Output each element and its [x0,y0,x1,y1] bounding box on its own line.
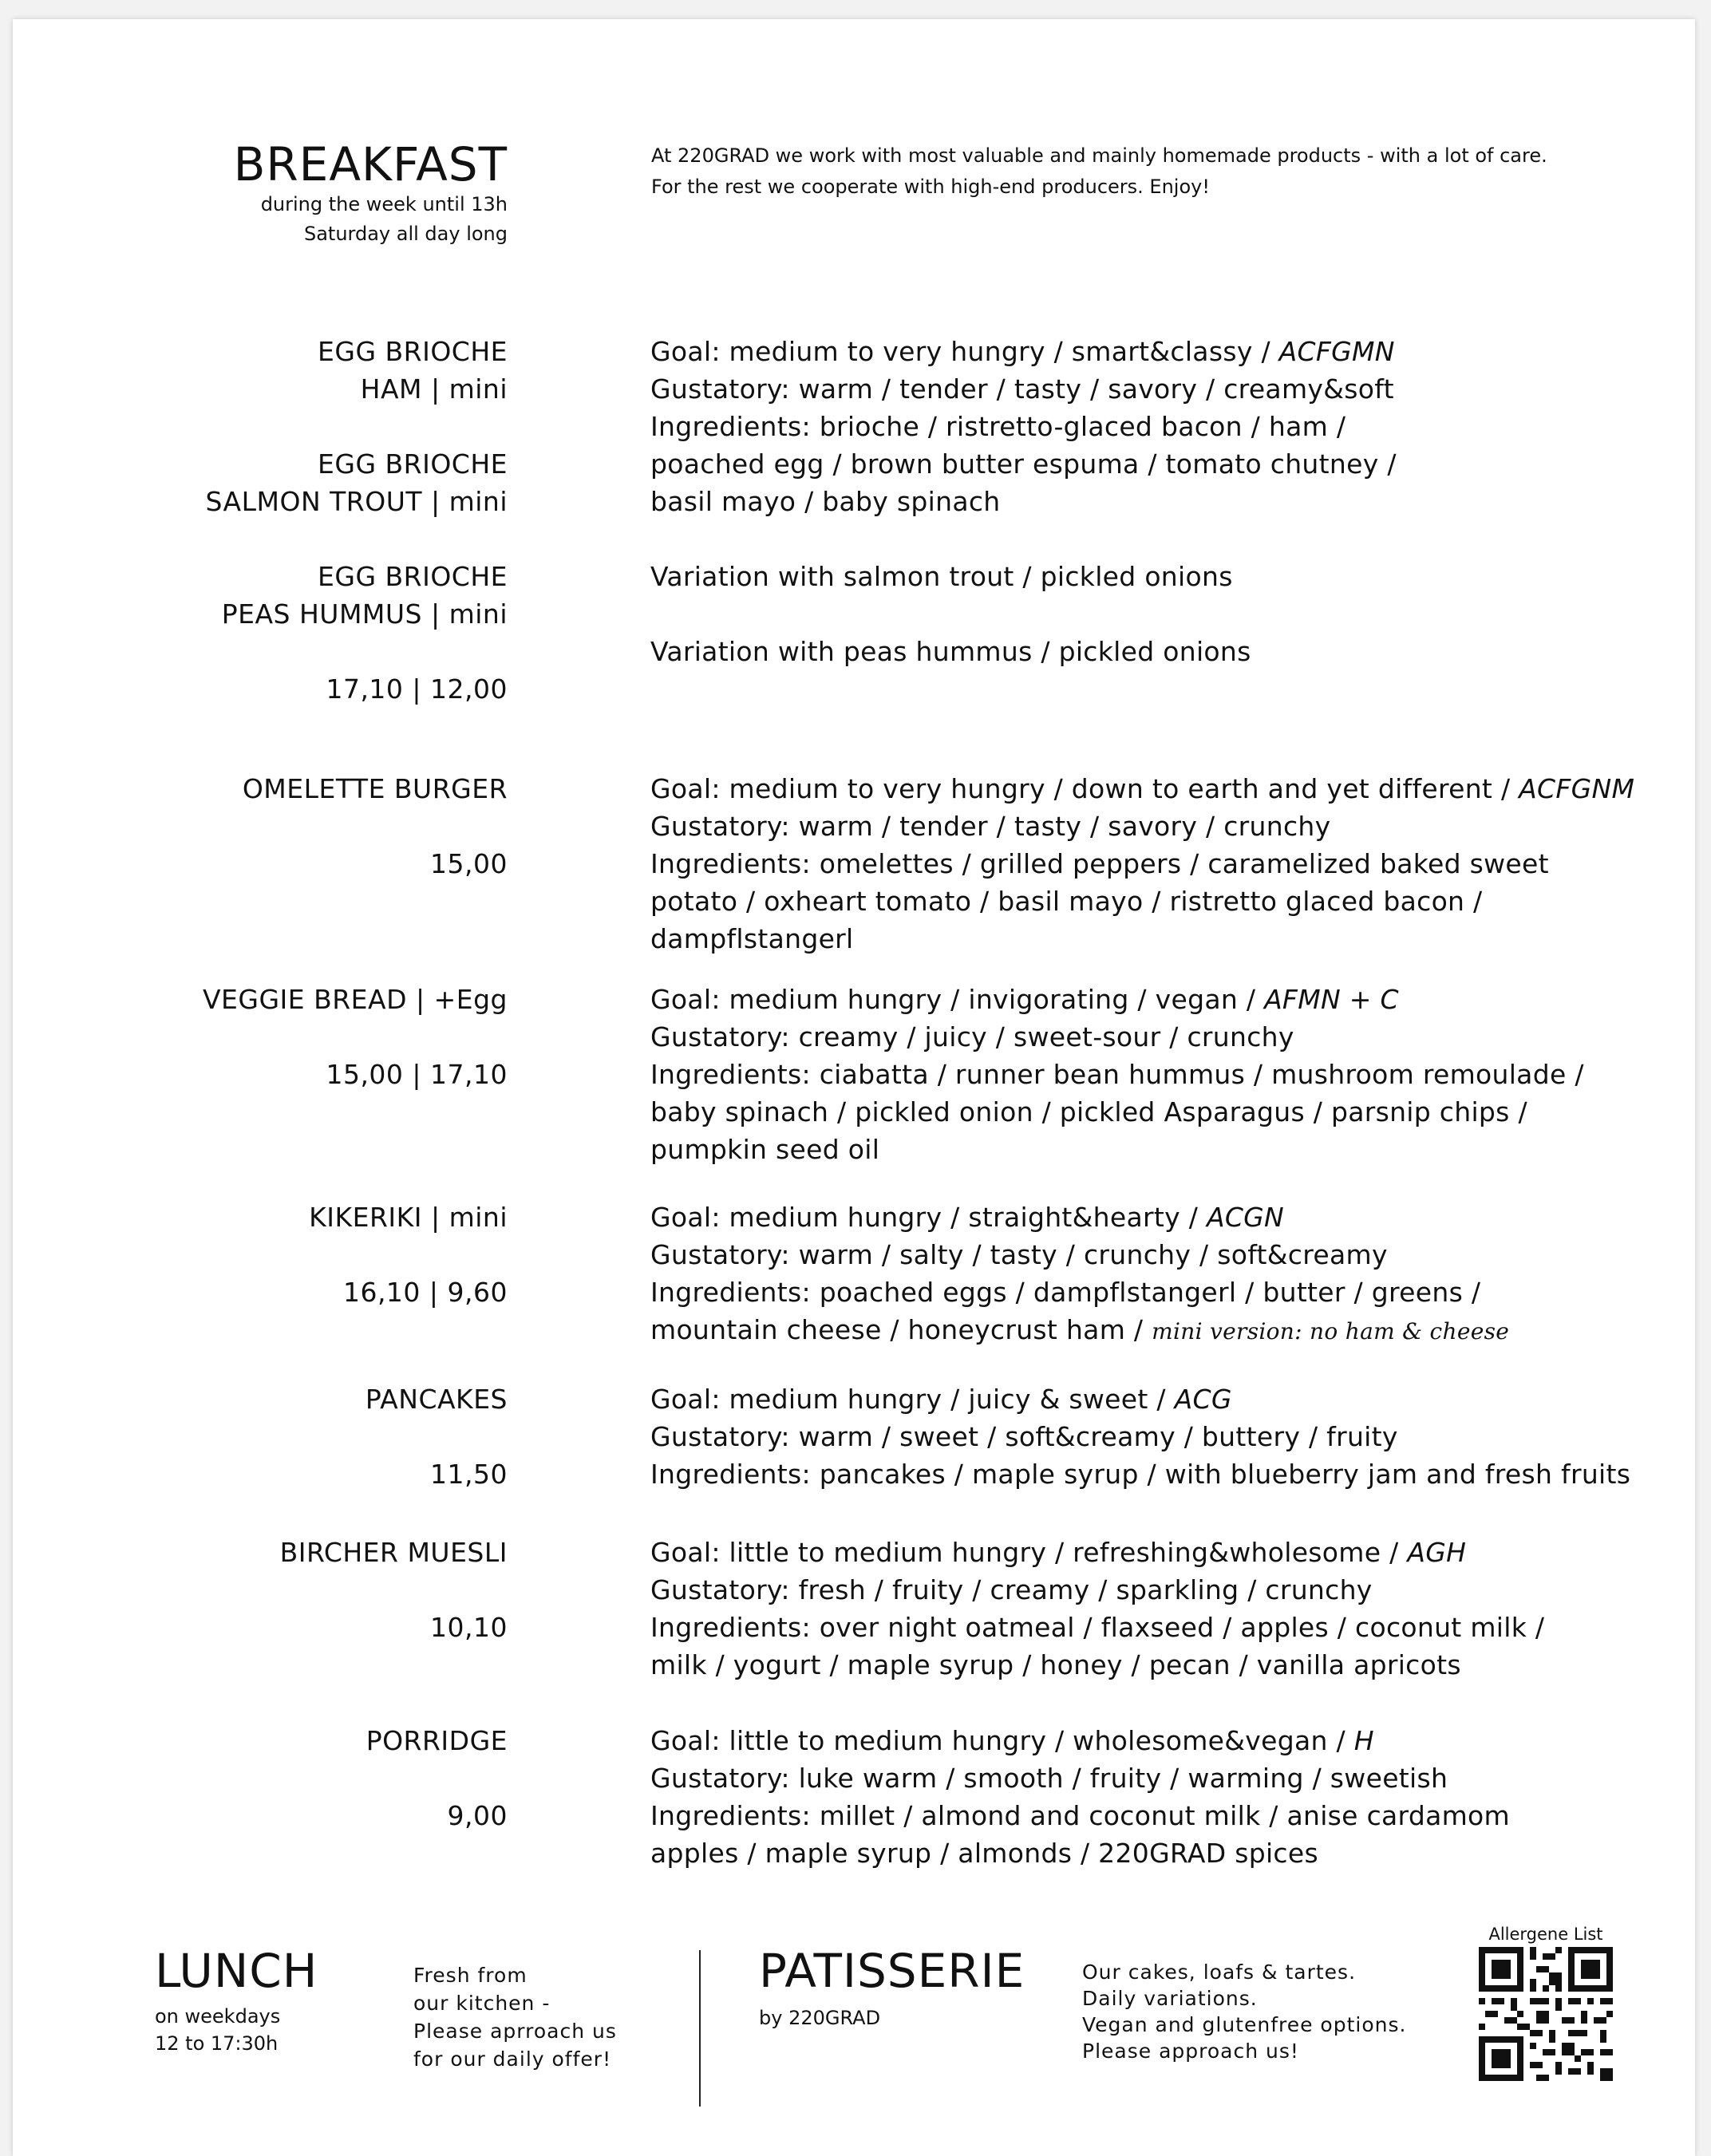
spacer [650,595,1397,633]
item-ingredients [650,1311,1509,1348]
spacer [280,1571,508,1609]
item-ingredients: Ingredients: omelettes / grilled peppers / caramelized baked sweet [650,848,1549,879]
item-price: 17,10 | 12,00 [326,673,508,705]
breakfast-hours [261,190,508,249]
goal-text: Goal: medium hungry / juicy & sweet / [650,1384,1175,1415]
item-ingredients: Ingredients: over night oatmeal / flaxseed / apples / coconut milk / [650,1612,1545,1643]
item-ingredients: pumpkin seed oil [650,1134,880,1165]
item-ingredients: basil mayo / baby spinach [650,486,1001,517]
item-ingredients: Ingredients: pancakes / maple syrup / with blueberry jam and fresh fruits [650,1459,1631,1490]
item-price: 16,10 | 9,60 [342,1277,508,1308]
item-name-porridge [366,1722,508,1834]
breakfast-hours-saturday: Saturday all day long [303,223,508,245]
item-variation: Variation with salmon trout / pickled onions [650,561,1233,592]
page-title: BREAKFAST [233,137,508,192]
item-gustatory: Gustatory: luke warm / smooth / fruity / warming / sweetish [650,1763,1448,1794]
spacer [650,520,1397,558]
spacer [366,1759,508,1797]
lunch-hours-days: on weekdays [155,2005,281,2028]
item-name-egg-brioche [205,333,508,708]
lunch-hours [155,2003,280,2057]
allergen-codes: ACGN [1206,1202,1285,1233]
item-desc-kikeriki [650,1198,1509,1348]
item-price: 10,10 [430,1612,508,1643]
item-name-kikeriki [309,1198,508,1311]
breakfast-hours-weekday: during the week until 13h [260,193,508,215]
intro-line-2: For the rest we cooperate with high-end producers. Enjoy! [651,176,1210,198]
item-price: 15,00 | 17,10 [326,1059,508,1090]
item-name-line: EGG BRIOCHE [318,336,508,367]
lunch-text-line: Please aprroach us [413,2020,617,2043]
item-name-line: PANCAKES [365,1384,508,1415]
mini-version-note: mini version: no ham & cheese [1152,1318,1510,1345]
spacer [243,808,508,845]
item-name-line: SALMON TROUT | mini [205,486,508,517]
item-name-bircher-muesli [280,1534,508,1646]
item-gustatory: Gustatory: warm / sweet / soft&creamy / buttery / fruity [650,1421,1398,1452]
lunch-text-line: our kitchen - [413,1992,551,2015]
item-ingredients: potato / oxheart tomato / basil mayo / ristretto glaced bacon / [650,886,1483,917]
item-variation: Variation with peas hummus / pickled onions [650,636,1251,667]
spacer [205,633,508,670]
item-desc-pancakes [650,1380,1630,1493]
intro-line-1: At 220GRAD we work with most valuable and mainly homemade products - with a lot of care. [651,144,1547,167]
item-desc-bircher-muesli [650,1534,1544,1684]
qr-label: Allergene List [1488,1925,1603,1944]
spacer [205,408,508,445]
allergen-codes: AGH [1407,1537,1467,1568]
goal-text: Goal: medium to very hungry / smart&classy / [650,336,1279,367]
item-name-line: PEAS HUMMUS | mini [221,598,508,630]
item-name-line: VEGGIE BREAD | +Egg [202,984,508,1015]
item-name-line: BIRCHER MUESLI [279,1537,508,1568]
item-gustatory: Gustatory: warm / tender / tasty / savory / creamy&soft [650,373,1394,405]
goal-text: Goal: little to medium hungry / wholesome&vegan / [650,1725,1354,1756]
spacer [366,1418,508,1455]
patisserie-text-line: Vegan and glutenfree options. [1082,2013,1407,2036]
item-ingredients: apples / maple syrup / almonds / 220GRAD spices [650,1838,1318,1869]
item-goal [650,770,1634,808]
patisserie-title: PATISSERIE [759,1944,1025,1998]
item-ingredients: poached egg / brown butter espuma / tomato chutney / [650,448,1397,480]
item-name-line: HAM | mini [360,373,508,405]
item-goal [650,1534,1544,1571]
item-desc-egg-brioche [650,333,1397,670]
menu-sheet [13,19,1695,2156]
item-name-line: PORRIDGE [366,1725,508,1756]
lunch-title: LUNCH [155,1944,318,1998]
item-gustatory: Gustatory: warm / salty / tasty / crunchy / soft&creamy [650,1239,1388,1270]
item-name-line: EGG BRIOCHE [318,561,508,592]
allergen-codes: ACFGNM [1519,773,1635,804]
spacer [203,1018,508,1056]
item-goal [650,981,1584,1018]
item-ingredients: milk / yogurt / maple syrup / honey / pecan / vanilla apricots [650,1649,1461,1680]
patisserie-text-line: Daily variations. [1082,1987,1258,2010]
item-name-veggie-bread [203,981,508,1093]
item-ingredients: Ingredients: poached eggs / dampflstangerl / butter / greens / [650,1277,1481,1308]
item-ingredients: baby spinach / pickled onion / pickled Asparagus / parsnip chips / [650,1096,1527,1127]
patisserie-text-line: Please approach us! [1082,2040,1299,2063]
item-goal [650,1722,1510,1759]
item-goal [650,1198,1509,1236]
item-goal [650,333,1397,370]
item-desc-veggie-bread [650,981,1584,1168]
goal-text: Goal: little to medium hungry / refreshing&wholesome / [650,1537,1408,1568]
allergen-codes: ACFGMN [1278,336,1395,367]
ingredients-text: mountain cheese / honeycrust ham / [650,1314,1152,1345]
item-ingredients: Ingredients: brioche / ristretto-glaced bacon / ham / [650,411,1346,442]
goal-text: Goal: medium hungry / straight&hearty / [650,1202,1207,1233]
allergene-qr[interactable] [1478,1925,1614,2081]
item-name-line: EGG BRIOCHE [318,448,508,480]
item-price: 11,50 [430,1459,508,1490]
lunch-text-line: Fresh from [413,1964,528,1987]
goal-text: Goal: medium hungry / invigorating / vegan / [650,984,1265,1015]
lunch-hours-time: 12 to 17:30h [155,2032,279,2055]
item-gustatory: Gustatory: warm / tender / tasty / savory / crunchy [650,811,1331,842]
item-desc-porridge [650,1722,1510,1872]
item-gustatory: Gustatory: fresh / fruity / creamy / sparkling / crunchy [650,1574,1373,1605]
spacer [205,520,508,558]
item-price: 15,00 [430,848,508,879]
intro-text [651,140,1547,203]
item-name-line: KIKERIKI | mini [309,1202,508,1233]
allergen-codes: ACG [1174,1384,1232,1415]
patisserie-subtitle: by 220GRAD [759,2007,881,2029]
item-ingredients: dampflstangerl [650,923,854,954]
footer-divider [699,1950,701,2107]
lunch-text [413,1961,617,2073]
item-name-line: OMELETTE BURGER [242,773,508,804]
allergen-codes: AFMN + C [1264,984,1399,1015]
patisserie-text [1082,1959,1406,2064]
item-gustatory: Gustatory: creamy / juicy / sweet-sour / crunchy [650,1021,1294,1052]
spacer [309,1236,508,1273]
item-price: 9,00 [447,1800,508,1831]
item-goal [650,1380,1630,1418]
qr-code-icon[interactable] [1479,1947,1613,2081]
item-ingredients: Ingredients: millet / almond and coconut milk / anise cardamom [650,1800,1510,1831]
item-name-omelette-burger [243,770,508,883]
patisserie-text-line: Our cakes, loafs & tartes. [1082,1961,1357,1984]
allergen-codes: H [1353,1725,1374,1756]
item-desc-omelette-burger [650,770,1634,958]
item-ingredients: Ingredients: ciabatta / runner bean hummus / mushroom remoulade / [650,1059,1584,1090]
lunch-text-line: for our daily offer! [413,2047,612,2071]
item-name-pancakes [366,1380,508,1493]
goal-text: Goal: medium to very hungry / down to earth and yet different / [650,773,1519,804]
